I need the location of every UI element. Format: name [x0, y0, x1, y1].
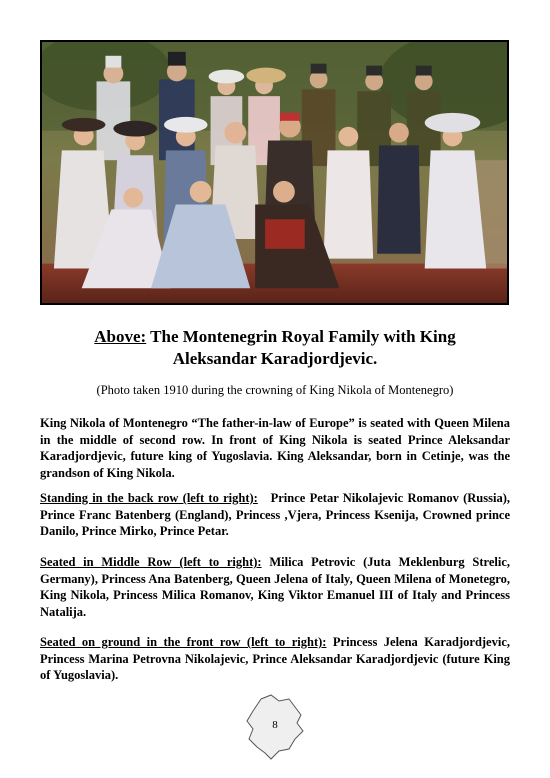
- middle-row-paragraph: [40, 554, 510, 620]
- front-row-paragraph: [40, 634, 510, 684]
- page-number: 8: [272, 719, 278, 731]
- back-row-paragraph: [40, 490, 514, 540]
- middle-row-text: Milica Petrovic (Juta Meklenburg Strelic, Germany), Princess Ana Batenberg, Queen Jelena of Italy, Queen Milena of Monetegro, King Nikola, Princess Milica Romanov, King Viktor Emanuel III of Italy and Princess Natalija.: [40, 555, 510, 619]
- caption-line1: The Montenegrin Royal Family with King: [146, 327, 456, 346]
- intro-paragraph: [40, 415, 510, 481]
- intro-text: King Nikola of Montenegro “The father-in-law of Europe” is seated with Queen Milena in the middle of second row. In front of King Nikola is seated Prince Aleksandar Karadjordjevic, future king of Yugoslavia. King Aleksandar, born in Cetinje, was the grandson of King Nikola.: [40, 416, 510, 480]
- back-row-heading: Standing in the back row (left to right):: [40, 491, 258, 505]
- photo-caption: [40, 326, 510, 370]
- photo-subcaption: (Photo taken 1910 during the crowning of King Nikola of Montenegro): [96, 383, 454, 397]
- back-row-text: Prince Petar Nikolajevic Romanov (Russia), Prince Franc Batenberg (England), Princess ,Vjera, Princess Ksenija, Crowned prince Danilo, Prince Mirko, Prince Petar.: [40, 491, 514, 538]
- front-row-text: Princess Jelena Karadjordjevic, Princess Marina Petrovna Nikolajevic, Prince Aleksandar Karadjordjevic (future King of Yugoslavia).: [40, 635, 510, 682]
- caption-line2: Aleksandar Karadjordjevic.: [172, 349, 378, 368]
- royal-family-photo: [40, 40, 509, 305]
- photo-illustration: [42, 42, 507, 303]
- front-row-heading: Seated on ground in the front row (left to right):: [40, 635, 327, 649]
- caption-lead: Above:: [94, 327, 147, 346]
- page-number-map-badge: [243, 693, 307, 763]
- middle-row-heading: Seated in Middle Row (left to right):: [40, 555, 262, 569]
